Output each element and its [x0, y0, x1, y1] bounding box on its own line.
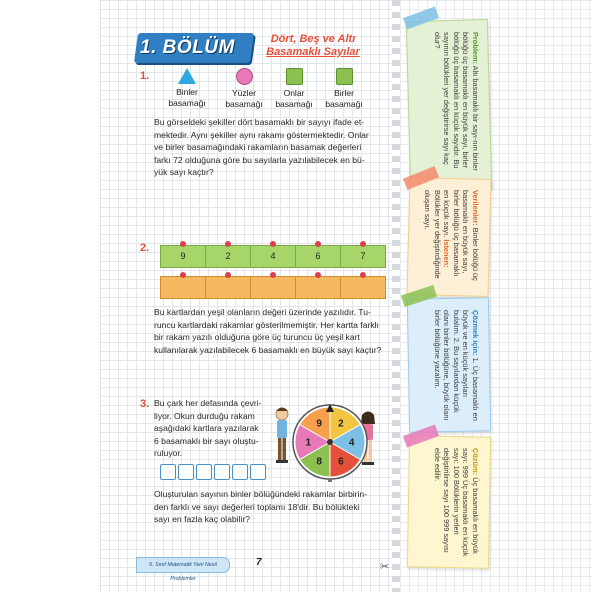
card-value: 9: [180, 251, 186, 261]
page-number: 7: [256, 557, 262, 568]
orange-card: [250, 276, 296, 299]
orange-card: [160, 276, 206, 299]
text-line: yük sayı kaçtır?: [154, 167, 214, 178]
green-card: [295, 245, 341, 268]
wheel-digit: 9: [316, 418, 322, 430]
page-binding: [392, 0, 400, 592]
answer-digit-box[interactable]: [178, 464, 194, 480]
shape-label: [219, 88, 269, 110]
wheel-digit: 6: [338, 456, 344, 468]
text-line: den farklı ve sayı değerleri toplamı 18'dir. Bu bölükteki: [154, 501, 360, 512]
pin-icon: [225, 241, 231, 247]
card-column: [250, 245, 295, 299]
scissors-icon: ✂: [380, 561, 390, 573]
answer-digit-box[interactable]: [160, 464, 176, 480]
text-line: Oluşturulan sayının binler bölüğündeki rakamlar birbirin-: [154, 489, 368, 499]
text-line: ve birler basamağındaki rakamların basamak değerleri: [154, 142, 362, 153]
text-line: ruluyor.: [154, 448, 183, 459]
card-value: 4: [270, 251, 276, 261]
pin-icon: [270, 272, 276, 278]
green-card: [250, 245, 296, 268]
chapter-title: [258, 33, 368, 59]
chapter-title-line1: Dört, Beş ve Altı: [270, 33, 356, 45]
text-line: liyor. Okun durduğu rakam: [154, 410, 255, 421]
green-card: [160, 245, 206, 268]
shape-label-line1: Binler: [176, 87, 198, 97]
note-label: Verilenler:: [471, 190, 480, 226]
text-line: sayı en fazla kaç olabilir?: [154, 514, 251, 525]
text-line: Bu çark her defasında çevri-: [154, 398, 262, 408]
shape-thousands: [162, 68, 212, 109]
wheel-stand: [328, 478, 332, 482]
text-line: aşağıdaki kartlara yazılarak: [154, 423, 259, 434]
spinner-wheel: [290, 402, 370, 482]
answer-digit-box[interactable]: [214, 464, 230, 480]
question-1-text: [154, 116, 386, 179]
orange-card: [340, 276, 386, 299]
shape-label-line1: Yüzler: [231, 88, 257, 98]
question-3-text-2: [154, 488, 386, 526]
note-label: Problem:: [471, 32, 480, 65]
answer-digit-box[interactable]: [232, 464, 248, 480]
note-given-text: [419, 184, 484, 292]
shape-ones: [319, 68, 369, 110]
shape-label-line2: basamağı: [225, 99, 263, 109]
text-line: bir rakam yazılı olduğuna göre üç turuncu üç yeşil kart: [154, 332, 360, 343]
question-2-number: 2.: [140, 242, 150, 254]
note-body: Altı basamaklı bir sayı-nın binler bölüğü üç basamaklı en büyük sayı, birler bölüğü üç basamaklı en küçük sayıdır. Bu sayının bölükleri yer değiştirirse sayı kaç olur?: [433, 32, 480, 171]
text-line: farkı 72 olduğuna göre bu sayılarla yazılabilecek en bü-: [154, 154, 365, 165]
text-line: kullanılarak yazılabilecek 6 basamaklı en büyük sayı kaçtır?: [154, 344, 382, 355]
wheel-digit: 4: [348, 437, 355, 449]
note-body: Bölükler yer değiştirdiğinde oluşan sayı.: [423, 190, 442, 279]
text-line: mektedir. Aynı şekiller aynı rakamı göstermektedir. Onlar: [154, 129, 369, 140]
wheel-digit: 2: [338, 418, 344, 430]
shape-hundreds: [219, 68, 269, 110]
text-line: Bu kartlardan yeşil olanların değeri üzerinde yazılıdır. Tu-: [154, 307, 371, 317]
shape-tens: [269, 68, 319, 110]
wheel-digit: 1: [305, 437, 312, 449]
text-line: Bu görseldeki şekiller dört basamaklı bir sayıyı ifade et-: [154, 117, 365, 127]
card-column: [295, 245, 340, 299]
shape-label-line2: basamağı: [275, 99, 313, 109]
circle-icon: [236, 68, 253, 85]
left-margin: [0, 0, 100, 592]
card-value: 2: [225, 251, 231, 261]
square-icon: [286, 68, 303, 85]
shape-label-line2: basamağı: [168, 98, 206, 108]
text-line: 6 basamaklı bir sayı oluştu-: [154, 435, 259, 446]
card-value: 6: [315, 251, 321, 261]
wheel-digit: 8: [316, 456, 322, 468]
note-body: 1. Üç basamaklı en büyük ve en küçük sayıları bulalım. 2. Bu sayılardan küçük olanı binler bölüğüne, büyük olanı birler bölüğüne yazalım.: [433, 310, 480, 421]
pin-icon: [315, 272, 321, 278]
note-plan-text: [429, 304, 485, 428]
pin-icon: [315, 241, 321, 247]
note-label: İstenen:: [442, 239, 452, 268]
card-column: [205, 245, 250, 299]
note-problem-text: [429, 26, 485, 184]
green-card: [340, 245, 386, 268]
orange-card: [205, 276, 251, 299]
pin-icon: [270, 241, 276, 247]
pin-icon: [225, 272, 231, 278]
card-column: [160, 245, 205, 299]
triangle-icon: [178, 68, 196, 84]
question-3-number: 3.: [140, 398, 150, 410]
shape-label-line1: Birler: [334, 88, 354, 98]
card-column: [340, 245, 385, 299]
book-title-tab: 6. Sınıf Matematik Yeni Nesil Problemler: [136, 557, 230, 573]
pin-icon: [360, 272, 366, 278]
shape-label-line1: Onlar: [283, 88, 305, 98]
note-label: Çözüm:: [471, 448, 480, 476]
note-body: Üç basamaklı en büyük sayı: 999 Üç basamaklı en küçük sayı: 100 Bölüklerin yerleri değiştirilirse sayı 100 999 sayısı elde edilir.: [433, 448, 480, 557]
boy-figure: [276, 408, 288, 464]
text-line: runcu kartlardaki rakamlar gösterilmemiştir. Her kartta farklı: [154, 319, 379, 330]
shape-label-line2: basamağı: [325, 99, 363, 109]
question-1-number: 1.: [140, 70, 150, 82]
question-3-text: [154, 397, 284, 460]
shape-label: [162, 87, 212, 109]
note-body: Binler bölüğü üç basamaklı en büyük sayı, birler bölüğü üç basamaklı en küçük sayı.: [442, 190, 480, 281]
chapter-label: 1. BÖLÜM: [140, 37, 235, 58]
note-solution-text: [429, 442, 485, 564]
pin-icon: [180, 272, 186, 278]
green-card: [205, 245, 251, 268]
card-value: 7: [360, 251, 366, 261]
pin-icon: [180, 241, 186, 247]
wheel-hub: [327, 439, 333, 445]
orange-card: [295, 276, 341, 299]
shape-label: [269, 88, 319, 110]
pin-icon: [360, 241, 366, 247]
answer-digit-box[interactable]: [196, 464, 212, 480]
chapter-title-line2: Basamaklı Sayılar: [266, 46, 360, 58]
note-label: Çözmek için:: [471, 310, 480, 356]
shape-label: [319, 88, 369, 110]
answer-digit-box[interactable]: [250, 464, 266, 480]
square-icon: [336, 68, 353, 85]
question-2-text: [154, 306, 386, 356]
